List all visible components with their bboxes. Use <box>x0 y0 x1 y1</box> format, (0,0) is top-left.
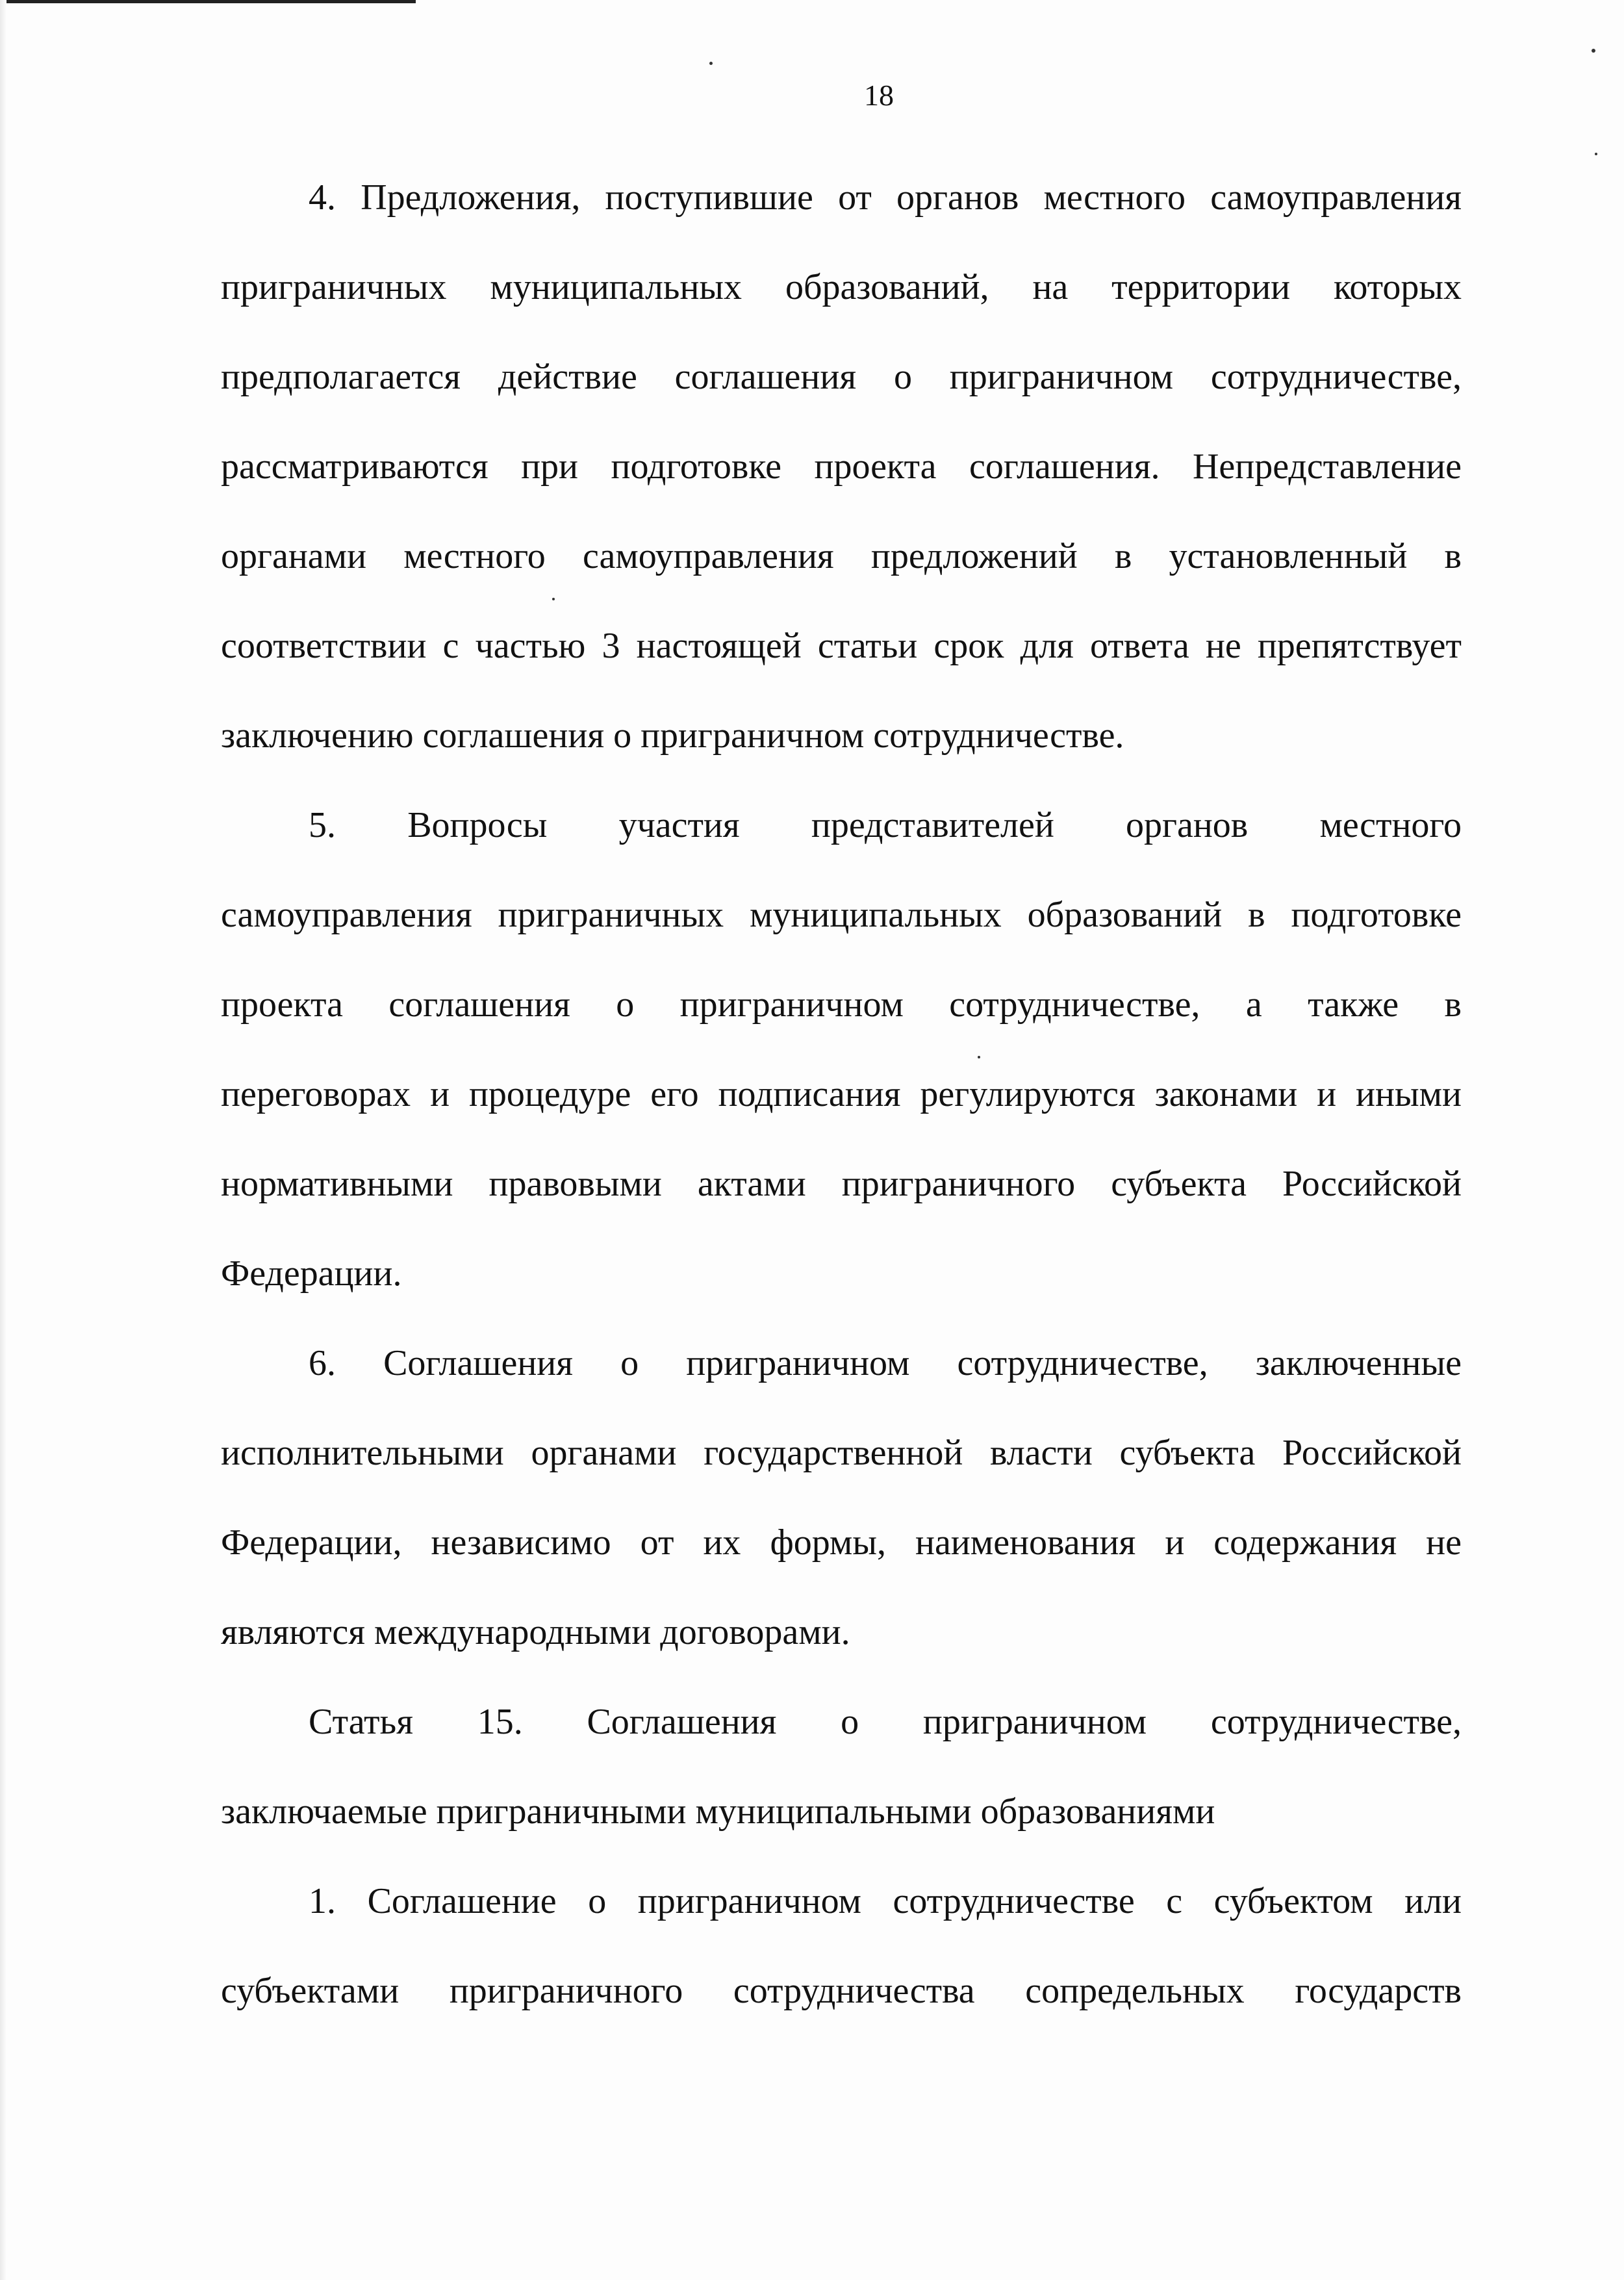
article-15-paragraph-1-line-2: субъектами приграничного сотрудничества сопредельных государств <box>221 1971 1462 2011</box>
scan-speck <box>709 62 713 65</box>
article-15-heading-line-2: заключаемые приграничными муниципальными образованиями <box>221 1791 1215 1832</box>
paragraph-5-line-5: нормативными правовыми актами приграничного субъекта Российской <box>221 1164 1462 1204</box>
paragraph-5-line-3: проекта соглашения о приграничном сотрудничестве, а также в <box>221 984 1462 1025</box>
paragraph-4-line-5: органами местного самоуправления предложений в установленный в <box>221 536 1462 576</box>
scan-speck <box>978 1056 980 1058</box>
scan-speck <box>552 598 555 600</box>
paragraph-5-line-6: Федерации. <box>221 1253 402 1294</box>
paragraph-4-line-2: приграничных муниципальных образований, на территории которых <box>221 267 1462 307</box>
scan-left-edge <box>0 0 6 2280</box>
paragraph-6-line-3: Федерации, независимо от их формы, наименования и содержания не <box>221 1522 1462 1563</box>
scan-speck <box>1592 49 1595 53</box>
paragraph-4-line-4: рассматриваются при подготовке проекта соглашения. Непредставление <box>221 446 1462 487</box>
paragraph-5-line-4: переговорах и процедуре его подписания регулируются законами и иными <box>221 1074 1462 1114</box>
paragraph-6-line-4: являются международными договорами. <box>221 1612 850 1652</box>
paragraph-4-line-3: предполагается действие соглашения о приграничном сотрудничестве, <box>221 357 1462 397</box>
scan-top-edge <box>0 0 416 3</box>
article-15-heading-line-1: Статья 15. Соглашения о приграничном сотрудничестве, <box>309 1702 1462 1742</box>
paragraph-4-line-1: 4. Предложения, поступившие от органов местного самоуправления <box>309 177 1462 218</box>
paragraph-6-line-1: 6. Соглашения о приграничном сотрудничестве, заключенные <box>309 1343 1462 1383</box>
paragraph-4-line-7: заключению соглашения о приграничном сотрудничестве. <box>221 715 1124 756</box>
paragraph-6-line-2: исполнительными органами государственной власти субъекта Российской <box>221 1433 1462 1473</box>
article-15-paragraph-1-line-1: 1. Соглашение о приграничном сотрудничестве с субъектом или <box>309 1881 1462 1921</box>
paragraph-4-line-6: соответствии с частью 3 настоящей статьи срок для ответа не препятствует <box>221 626 1462 666</box>
paragraph-5-line-1: 5. Вопросы участия представителей органов местного <box>309 805 1462 845</box>
scan-speck <box>1595 153 1597 155</box>
paragraph-5-line-2: самоуправления приграничных муниципальных образований в подготовке <box>221 895 1462 935</box>
page-number: 18 <box>864 79 894 112</box>
